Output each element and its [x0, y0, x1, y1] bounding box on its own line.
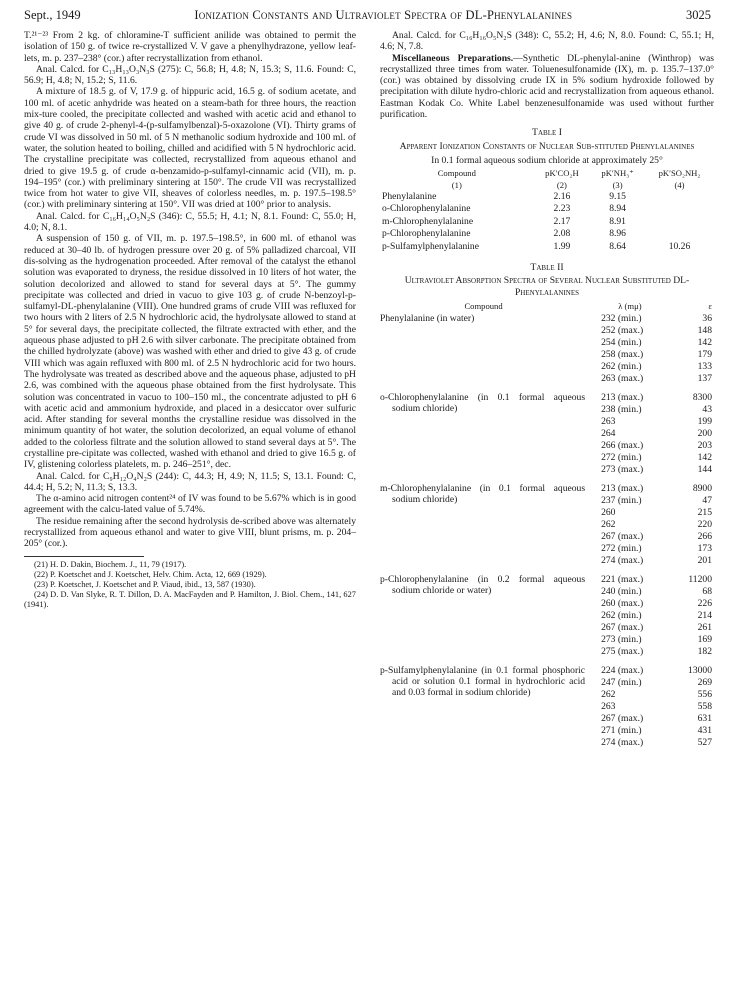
- table-cell: 274 (max.): [601, 554, 644, 566]
- table-row: [380, 385, 714, 404]
- column-header: pK′NH₃⁺: [601, 168, 634, 179]
- column-header: pK′SO₂NH₂: [658, 168, 701, 179]
- table-cell: 631: [697, 712, 712, 724]
- table-header-row: [380, 301, 714, 312]
- section-heading: Miscellaneous Preparations.: [392, 52, 514, 64]
- table-header-row: [380, 168, 714, 179]
- table-caption: Ultraviolet Absorption Spectra of Several Nuclear Substituted DL-Phenylalanines: [404, 275, 690, 298]
- table-cell: 267 (max.): [601, 712, 644, 724]
- table-cell: 43: [702, 403, 712, 415]
- table-cell: [645, 191, 714, 203]
- right-column: [380, 30, 714, 749]
- page-header: [24, 8, 711, 26]
- table-cell: 266 (max.): [601, 439, 644, 451]
- table-cell: 232 (min.): [601, 312, 642, 324]
- table-row: [380, 191, 714, 203]
- table-cell: 203: [697, 439, 712, 451]
- table-cell: 558: [697, 700, 712, 712]
- analysis-paragraph: Anal. Calcd. for C₁₆H₁₆O₅N₂S (348): C, 55.2; H, 4.6; N, 8.0. Found: C, 55.1; H, 4.6; N, 7.8.: [380, 30, 714, 53]
- table-label: Table II: [530, 262, 564, 274]
- paragraph: [380, 53, 714, 121]
- table-cell: 200: [697, 427, 712, 439]
- table-cell: 261: [697, 621, 712, 633]
- table-note: In 0.1 formal aqueous sodium chloride at approximately 25°: [431, 155, 663, 167]
- table-cell: 556: [697, 688, 712, 700]
- table-cell: 272 (min.): [601, 542, 642, 554]
- analysis-paragraph: Anal. Calcd. for C₁₃H₁₃O₃N₃S (275): C, 56.8; H, 4.8; N, 15.3; S, 11.6. Found: C, 56.9; H, 4.8; N, 15.2; S, 11.6.: [24, 63, 356, 87]
- table-cell: 8.96: [609, 228, 626, 240]
- table-cell: 252 (max.): [601, 324, 644, 336]
- table-cell: 142: [697, 336, 712, 348]
- column-header: Compound: [437, 168, 476, 179]
- table-cell: 267 (max.): [601, 621, 644, 633]
- table-cell: 266: [697, 530, 712, 542]
- table-cell: 11200: [688, 573, 712, 585]
- paragraph: The residue remaining after the second hydrolysis de-scribed above was alternately recrystallized from aqueous ethanol and water to give VIII, blunt prisms, m. p. 204–205° (cor.).: [24, 515, 356, 550]
- table-cell: 8.91: [609, 215, 626, 227]
- table-cell: 262: [601, 518, 616, 530]
- table-cell: 2.17: [553, 215, 571, 227]
- left-column: [24, 30, 356, 610]
- table-cell: 260 (max.): [601, 597, 644, 609]
- compound-cell: p-Chlorophenylalanine (in 0.2 formal aqueous sodium chloride or water): [380, 573, 586, 596]
- footnote: (21) H. D. Dakin, Biochem. J., 11, 79 (1917).: [34, 559, 187, 569]
- column-header: Compound: [464, 301, 503, 312]
- table-cell: 36: [702, 312, 712, 324]
- column-number: (1): [451, 179, 462, 190]
- table-cell: 213 (max.): [601, 482, 644, 494]
- table-cell: 254 (min.): [601, 336, 642, 348]
- table-cell: 1.99: [553, 240, 571, 252]
- table-cell: 272 (min.): [601, 451, 642, 463]
- compound-cell: o-Chlorophenylalanine (in 0.1 formal aqueous sodium chloride): [380, 391, 586, 414]
- table-cell: p-Sulfamylphenylalanine: [382, 240, 479, 252]
- compound-cell: p-Sulfamylphenylalanine (in 0.1 formal phosphoric acid or solution 0.1 formal in hydrochloric acid and 0.03 formal in sodium chloride): [380, 664, 586, 699]
- column-number: (4): [674, 179, 685, 190]
- table-cell: 262 (min.): [601, 360, 642, 372]
- column-header: λ (mμ): [618, 301, 642, 312]
- table-cell: 142: [697, 451, 712, 463]
- table-cell: 263: [601, 700, 616, 712]
- table-row: [380, 228, 714, 240]
- table-cell: 273 (max.): [601, 463, 644, 475]
- table-cell: 220: [697, 518, 712, 530]
- table-cell: 10.26: [668, 240, 691, 252]
- table-cell: 13000: [688, 664, 712, 676]
- table-row: [380, 241, 714, 253]
- table-cell: 68: [702, 585, 712, 597]
- table-cell: 169: [697, 633, 712, 645]
- table-cell: o-Chlorophenylalanine: [382, 203, 471, 215]
- table-cell: 267 (max.): [601, 530, 644, 542]
- table-cell: 2.16: [553, 191, 571, 203]
- column-header: ε: [708, 301, 712, 312]
- footnotes: [24, 560, 356, 610]
- table-cell: 137: [697, 372, 712, 384]
- table-cell: 8300: [692, 391, 712, 403]
- table-cell: p-Chlorophenylalanine: [382, 228, 471, 240]
- table-row: [380, 567, 714, 586]
- table-cell: 173: [697, 542, 712, 554]
- table-row: [380, 658, 714, 677]
- paragraph: A suspension of 150 g. of VII, m. p. 197.5–198.5°, in 600 ml. of ethanol was reduced at 30–40 lb. of hydrogen pressure over 20 g. of 5% palladized charcoal, VII dis-solving as the hydrogenation proceeded. After removal of the catalyst the ethanol solution was evaporated to dryness, the residue dissolved in 10 liters of hot water, the solution decolorized and allowed to stand for several days at 5°. The gummy precipitate was collected and dried in vacuo to give 103 g. of crude N-benzoyl-p-sulfamyl-DL-phenylalanine (VIII). One hundred grams of crude VIII was refluxed for two hours with 2 liters of 2.5 N hydrochloric acid, the hydrolysate allowed to stand at 5° for several days, the precipitate collected, the filtrate extracted with ether, and the aqueous phase adjusted to pH 2.6 with silver carbonate. The precipitate obtained from the chilled hydrolyzate (above) was washed with ether and dried to give 43 g. of crude VIII which was again refluxed with 800 ml. of 2.5 N hydrochloric acid for two hours. The hydrolysate was treated as described above and the aqueous phase, adjusted to pH 2.6, was combined with the aqueous phase obtained from the first hydrolysate. This solution was concentrated in vacuo to 100–150 ml., the concentrate adjusted to pH 6 with acetic acid and ammonium hydroxide, and placed in a desiccator over sulfuric acid. After standing for several months the crystalline residue was dissolved in the minimum quantity of hot water, the solution decolorized, an equal volume of ethanol added to the colorless filtrate and the solution allowed to stand several days at 5°. The crystalline pre-cipitate was collected, washed with ethanol and dried to give 16.5 g. of IV, glistening colorless platelets, m. p. 246–251°, dec.: [24, 233, 356, 471]
- table-cell: 133: [697, 360, 712, 372]
- footnote: (24) D. D. Van Slyke, R. T. Dillon, D. A. MacFayden and P. Hamilton, J. Biol. Chem., 141, 627 (1941).: [24, 589, 356, 609]
- paragraph: A mixture of 18.5 g. of V, 17.9 g. of hippuric acid, 16.5 g. of sodium acetate, and 100 ml. of acetic anhydride was heated on a steam-bath for three hours, the reaction mix-ture cooled, the precipitate collected and washed with acetic acid and ethanol to give 40 g. of crude 2-phenyl-4-(p-sulfamylbenzal)-5-oxazolone (VI). Thirty grams of crude VI was dissolved in 50 ml. of 5 N methanolic sodium hydroxide and 100 ml. of water, the solution heated to boiling, chilled and acidified with 5 N hydrochloric acid. The crystalline precipitate was collected, recrystallized from aqueous ethanol and dried to give 19.5 g. of crude α-benzamido-p-sulfamyl-cinnamic acid (VII), m. p. 194–195° (cor.) with preliminary sintering at 150°. The crude VII was recrystallized twice from hot water to give VII, sheaves of colorless needles, m. p. 197.5–198.5° (cor.) with preliminary sintering at 150°. VII was dried at 100° prior to analysis.: [24, 86, 356, 211]
- table-header-num-row: [380, 180, 714, 191]
- table-row: [380, 313, 714, 325]
- table-cell: [645, 203, 714, 215]
- column-number: (2): [556, 179, 567, 190]
- table-cell: 221 (max.): [601, 573, 644, 585]
- table-cell: Phenylalanine: [382, 191, 437, 203]
- uv-spectra-table: [380, 301, 714, 748]
- page-number: 3025: [685, 8, 711, 22]
- compound-cell: Phenylalanine (in water): [380, 312, 475, 324]
- table-cell: 237 (min.): [601, 494, 642, 506]
- compound-cell: m-Chlorophenylalanine (in 0.1 formal aqueous sodium chloride): [380, 482, 586, 505]
- header-title: Ionization Constants and Ultraviolet Spectra of DL-Phenylalanines: [194, 8, 573, 22]
- table-cell: 226: [697, 597, 712, 609]
- table-row: [380, 216, 714, 228]
- table-cell: 527: [697, 736, 712, 748]
- table-cell: 201: [697, 554, 712, 566]
- table-cell: 179: [697, 348, 712, 360]
- table-cell: 2.23: [553, 203, 571, 215]
- table-body: [380, 313, 714, 749]
- table-cell: 2.08: [553, 228, 571, 240]
- analysis-paragraph: Anal. Calcd. for C₉H₁₂O₄N₂S (244): C, 44.3; H, 4.9; N, 11.5; S, 13.1. Found: C, 44.4; H, 5.2; N, 11.3; S, 13.3.: [24, 470, 356, 493]
- table-cell: 240 (min.): [601, 585, 642, 597]
- header-date: Sept., 1949: [24, 8, 81, 22]
- table-cell: 258 (max.): [601, 348, 644, 360]
- table-cell: 275 (max.): [601, 645, 644, 657]
- table-cell: 8900: [692, 482, 712, 494]
- table-cell: 224 (max.): [601, 664, 644, 676]
- paragraph: T.²¹⁻²³ From 2 kg. of chloramine-T sufficient anilide was obtained to permit the isolation of 150 g. of twice re-crystallized V. V gave a phenylhydrazone, yellow leaf-lets, m. p. 237–238° (cor.) after recrystallization from ethanol.: [24, 30, 356, 64]
- paragraph-body: —Synthetic DL-phenylal-anine (Winthrop) was recrystallized three times from water. Toluenesulfonamide (IX), m. p. 135.7–137.0° (cor.) was obtained by dissolving crude IX in 5% sodium hydroxide followed by precipitation with dilute hydro-chloric acid and recrystallization from aqueous ethanol. Eastman Kodak Co. White Label benzenesulfonamide was used without further purification.: [380, 52, 714, 121]
- table-row: [380, 476, 714, 495]
- table-cell: 215: [697, 506, 712, 518]
- table-body: [380, 191, 714, 253]
- table-cell: 260: [601, 506, 616, 518]
- table-cell: 9.15: [609, 191, 626, 203]
- table-cell: 274 (max.): [601, 736, 644, 748]
- ionization-table: [380, 168, 714, 253]
- table-cell: 214: [697, 609, 712, 621]
- table-cell: 273 (min.): [601, 633, 642, 645]
- table-cell: 271 (min.): [601, 724, 642, 736]
- table-cell: 247 (min.): [601, 676, 642, 688]
- table-cell: 47: [702, 494, 712, 506]
- table-cell: 262 (min.): [601, 609, 642, 621]
- table-caption: Apparent Ionization Constants of Nuclear Sub-stituted Phenylalanines: [399, 140, 695, 152]
- footnote: (22) P. Koetschet and J. Koetschet, Helv. Chim. Acta, 12, 669 (1929).: [34, 569, 267, 579]
- table-cell: 148: [697, 324, 712, 336]
- table-cell: 213 (max.): [601, 391, 644, 403]
- table-cell: 8.94: [609, 203, 626, 215]
- table-cell: 8.64: [609, 240, 626, 252]
- analysis-paragraph: Anal. Calcd. for C₁₆H₁₄O₅N₂S (346): C, 55.5; H, 4.1; N, 8.1. Found: C, 55.0; H, 4.0; N, 8.1.: [24, 210, 356, 234]
- paragraph: The α-amino acid nitrogen content²⁴ of IV was found to be 5.67% which is in good agreement with the calcu-lated value of 5.74%.: [24, 493, 356, 516]
- table-label: Table I: [532, 127, 562, 139]
- table-cell: 263 (max.): [601, 372, 644, 384]
- table-row: [380, 203, 714, 215]
- table-cell: 182: [697, 645, 712, 657]
- footnote-divider: [24, 556, 144, 557]
- table-cell: [645, 216, 714, 228]
- table-cell: 264: [601, 427, 616, 439]
- column-number: (3): [612, 179, 623, 190]
- table-cell: 262: [601, 688, 616, 700]
- column-header: pK′CO₂H: [545, 168, 579, 179]
- table-cell: 431: [697, 724, 712, 736]
- footnote: (23) P. Koetschet, J. Koetschet and P. Viaud, ibid., 13, 587 (1930).: [34, 579, 256, 589]
- table-cell: 238 (min.): [601, 403, 642, 415]
- table-cell: 199: [697, 415, 712, 427]
- table-cell: 263: [601, 415, 616, 427]
- table-cell: [645, 228, 714, 240]
- table-cell: 269: [697, 676, 712, 688]
- table-cell: 144: [697, 463, 712, 475]
- table-cell: m-Chlorophenylalanine: [382, 215, 474, 227]
